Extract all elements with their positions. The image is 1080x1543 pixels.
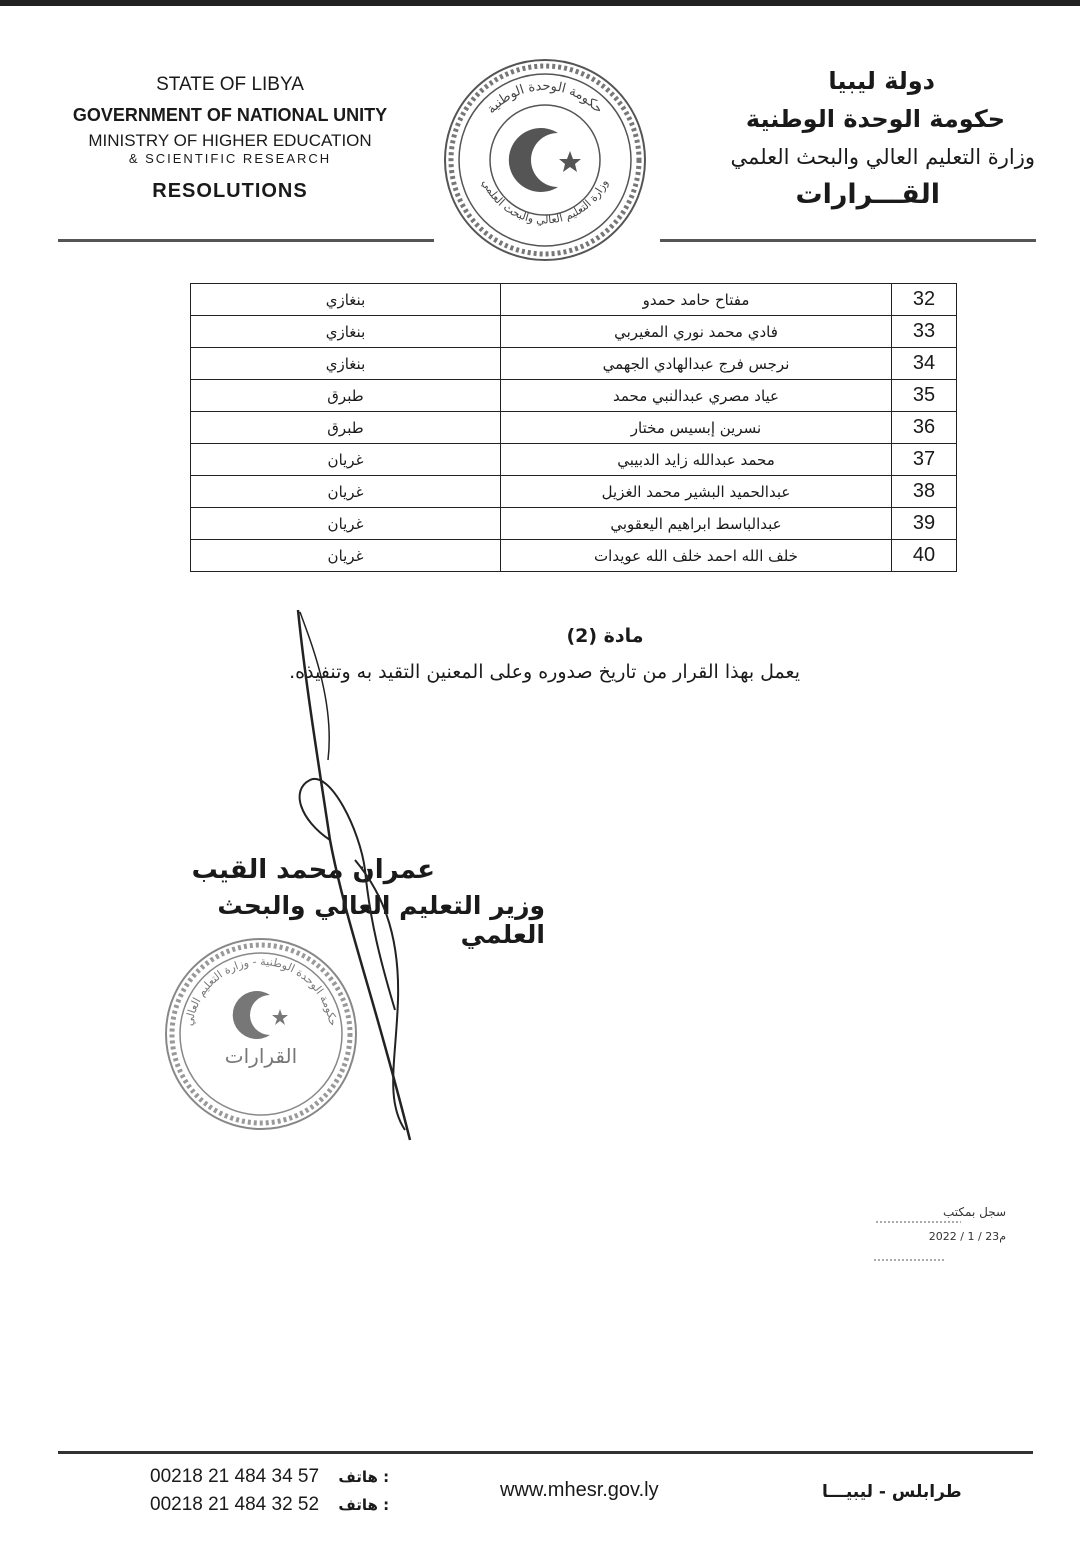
seal-crescent-icon — [233, 991, 270, 1039]
header-rule-right — [660, 239, 1036, 242]
address: طرابلس - ليبيـــا — [822, 1482, 962, 1502]
row-number: 33 — [892, 316, 957, 348]
row-number: 34 — [892, 348, 957, 380]
table-row — [191, 412, 957, 444]
ar-government-name: حكومة الوحدة الوطنية — [745, 105, 1005, 133]
row-name: نسرين إبسيس مختار — [501, 412, 892, 444]
row-name: عبدالحميد البشير محمد الغزيل — [501, 476, 892, 508]
table-row — [191, 380, 957, 412]
phone-label-1: هاتف : — [338, 1468, 390, 1486]
en-ministry-sub: & SCIENTIFIC RESEARCH — [128, 151, 332, 166]
row-city: بنغازي — [191, 284, 501, 316]
row-city: غريان — [191, 540, 501, 572]
row-city: غريان — [191, 444, 501, 476]
row-city: بنغازي — [191, 316, 501, 348]
star-icon — [559, 151, 581, 172]
row-name: خلف الله احمد خلف الله عويدات — [501, 540, 892, 572]
top-edge-line — [0, 0, 1080, 6]
header-rule-left — [58, 239, 434, 242]
registration-line: سجل بمكتب — [942, 1205, 1006, 1219]
signer-title: وزير التعليم العالي والبحث العلمي — [217, 891, 545, 949]
row-name: عبدالباسط ابراهيم اليعقوبي — [501, 508, 892, 540]
table-row — [191, 508, 957, 540]
ar-department: القـــرارات — [795, 179, 940, 210]
row-number: 37 — [892, 444, 957, 476]
phone-number-1: 00218 21 484 34 57 — [150, 1466, 320, 1487]
website-link[interactable]: www.mhesr.gov.ly — [500, 1479, 659, 1501]
table-row — [191, 476, 957, 508]
ar-state-name: دولة ليبيا — [828, 67, 935, 95]
row-name: فادي محمد نوري المغيربي — [501, 316, 892, 348]
row-city: طبرق — [191, 380, 501, 412]
signer-name: عمران محمد القيب — [191, 855, 435, 885]
seal-bottom-outer-text: حكومة الوحدة الوطنية - وزارة التعليم العالي — [182, 954, 340, 1027]
table-row — [191, 540, 957, 572]
table-row — [191, 348, 957, 380]
row-city: غريان — [191, 508, 501, 540]
row-name: عياد مصري عبدالنبي محمد — [501, 380, 892, 412]
names-table — [190, 283, 957, 572]
footer-rule — [58, 1451, 1033, 1454]
article-section — [250, 625, 800, 683]
row-number: 38 — [892, 476, 957, 508]
row-number: 39 — [892, 508, 957, 540]
arabic-letterhead — [655, 62, 1035, 214]
article-body: يعمل بهذا القرار من تاريخ صدوره وعلى المعنين التقيد به وتنفيذه. — [289, 661, 800, 683]
english-letterhead — [60, 70, 400, 206]
row-city: طبرق — [191, 412, 501, 444]
row-city: بنغازي — [191, 348, 501, 380]
en-ministry-name: MINISTRY OF HIGHER EDUCATION — [88, 131, 372, 150]
table-row — [191, 444, 957, 476]
ministry-seal-bottom — [162, 935, 360, 1133]
article-title: مادة (2) — [566, 625, 644, 647]
row-city: غريان — [191, 476, 501, 508]
ar-ministry-name: وزارة التعليم العالي والبحث العلمي — [730, 145, 1035, 169]
row-number: 35 — [892, 380, 957, 412]
en-state-name: STATE OF LIBYA — [156, 74, 304, 95]
en-government-name: GOVERNMENT OF NATIONAL UNITY — [72, 105, 388, 125]
ministry-seal-top — [440, 55, 650, 265]
row-name: محمد عبدالله زايد الدبيبي — [501, 444, 892, 476]
registration-date: 2022 / 1 / 23م — [928, 1230, 1006, 1243]
row-name: نرجس فرج عبدالهادي الجهمي — [501, 348, 892, 380]
en-department: RESOLUTIONS — [152, 180, 308, 202]
phone-row-2 — [150, 1491, 450, 1519]
table-row — [191, 284, 957, 316]
seal-top-inner-text: وزارة التعليم العالي والبحث العلمي — [479, 177, 611, 227]
seal-top-outer-text: حكومة الوحدة الوطنية — [484, 78, 606, 117]
phone-label-2: هاتف : — [338, 1496, 390, 1514]
phone-number-2: 00218 21 484 32 52 — [150, 1494, 320, 1515]
seal-star-icon — [272, 1009, 288, 1025]
phone-row-1 — [150, 1463, 450, 1491]
crescent-icon — [509, 128, 558, 192]
table-row — [191, 316, 957, 348]
seal-bottom-center-text: القرارات — [224, 1044, 298, 1068]
phone-block — [150, 1463, 450, 1519]
row-number: 36 — [892, 412, 957, 444]
row-number: 40 — [892, 540, 957, 572]
registration-stamp — [866, 1198, 1016, 1268]
row-name: مفتاح حامد حمدو — [501, 284, 892, 316]
row-number: 32 — [892, 284, 957, 316]
